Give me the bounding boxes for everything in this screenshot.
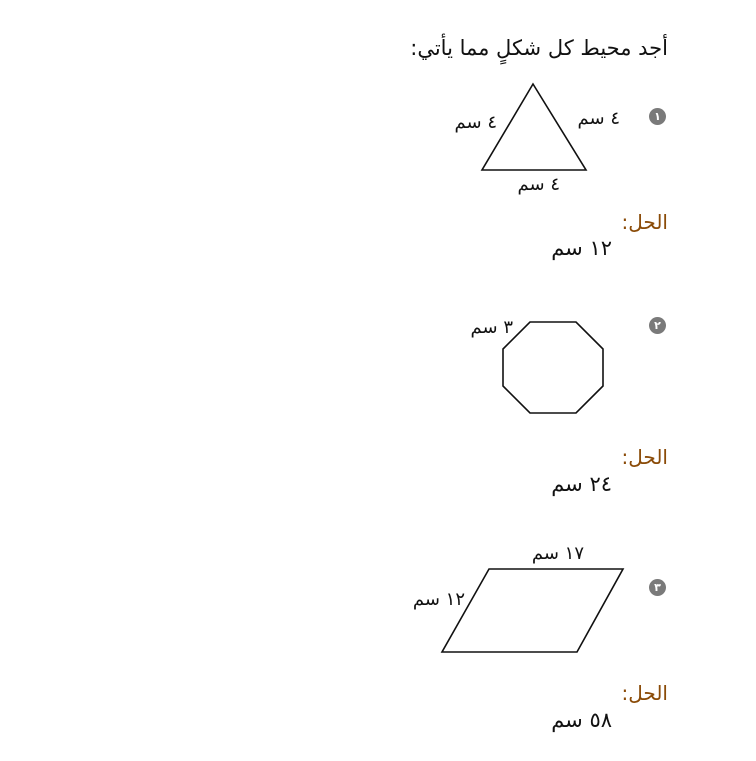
triangle-bottom-side-label: ٤ سم (517, 174, 560, 195)
problem-2-solution-label: الحل: (621, 445, 668, 469)
problem-3-answer: ٥٨ سم (551, 708, 612, 732)
parallelogram-left-side-label: ١٢ سم (412, 589, 465, 610)
octagon-side-label: ٣ سم (470, 317, 513, 338)
problem-1-number-badge: ١ (649, 108, 666, 125)
problem-3-number-badge: ٣ (649, 579, 666, 596)
page-title: أجد محيط كل شكلٍ مما يأتي: (410, 36, 668, 60)
problem-2-number-badge: ٢ (649, 317, 666, 334)
triangle-left-side-label: ٤ سم (454, 112, 497, 133)
parallelogram-top-side-label: ١٧ سم (531, 543, 584, 564)
triangle-right-side-label: ٤ سم (577, 108, 620, 129)
parallelogram-outline (442, 569, 623, 652)
problem-1-solution-label: الحل: (621, 210, 668, 234)
problem-1-answer: ١٢ سم (551, 236, 612, 260)
problem-2-answer: ٢٤ سم (551, 472, 612, 496)
problem-3-solution-label: الحل: (621, 681, 668, 705)
